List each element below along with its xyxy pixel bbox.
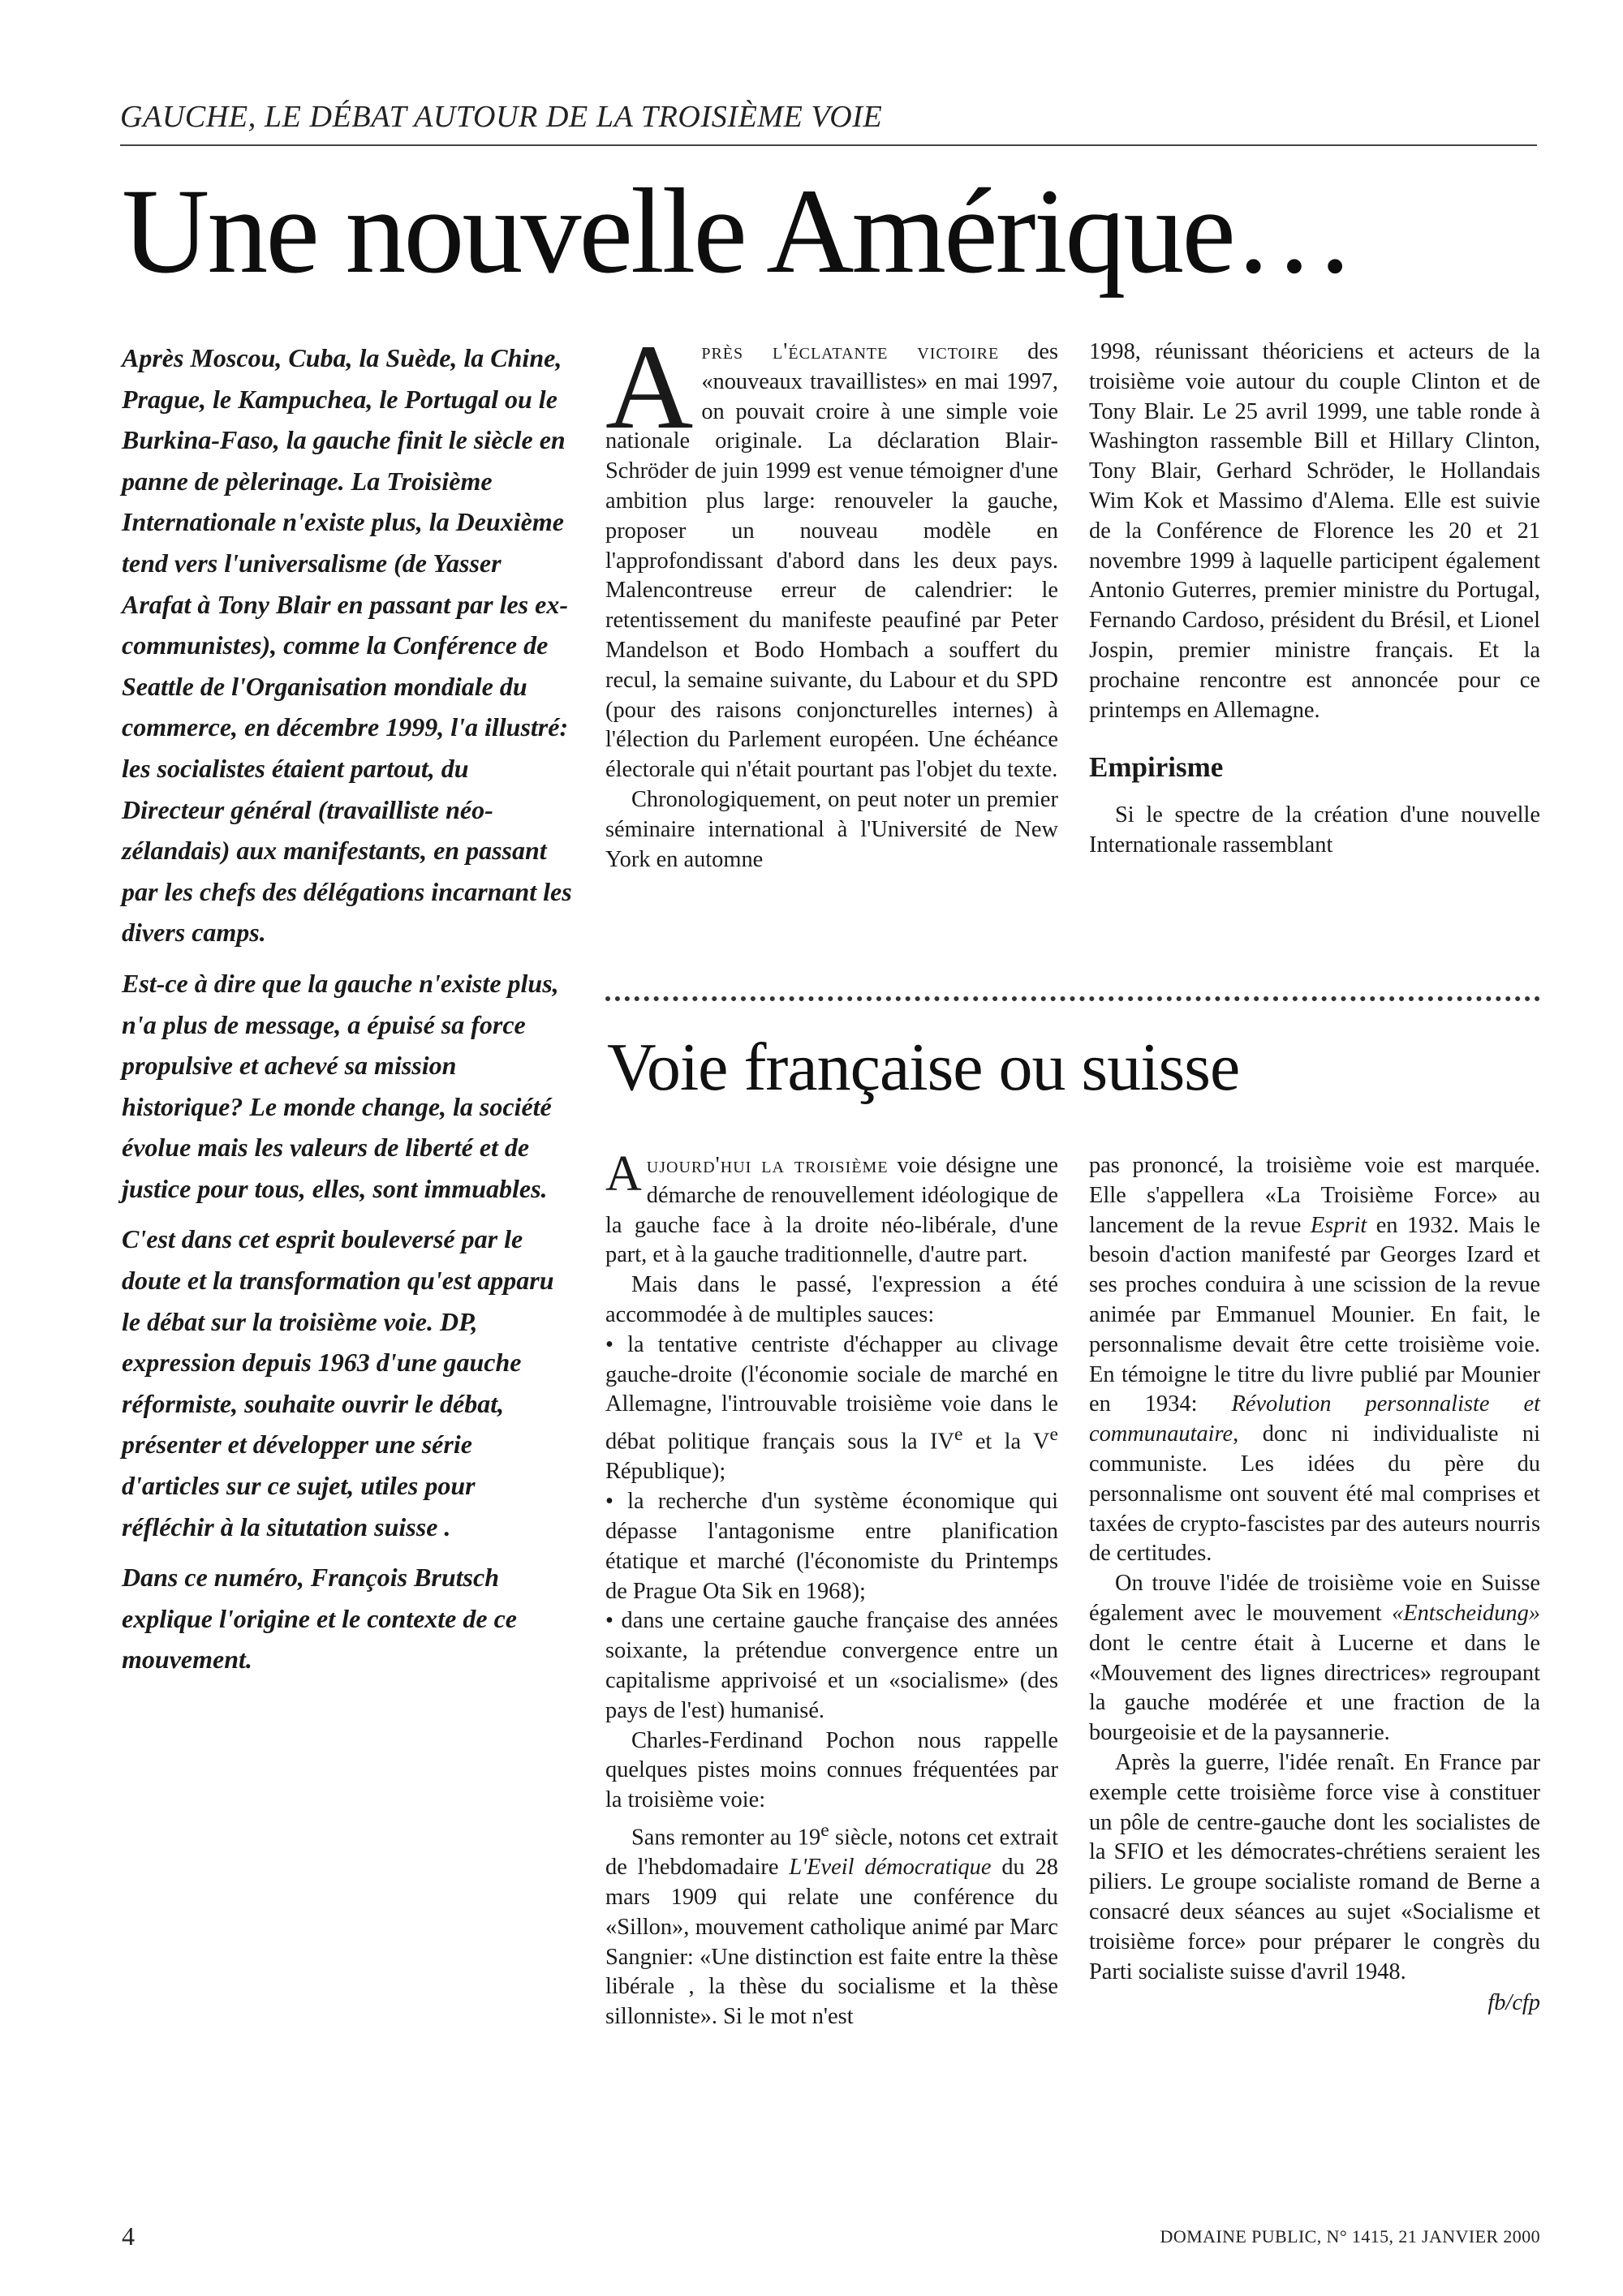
publication-title: L'Eveil démocratique bbox=[789, 1855, 992, 1881]
lead-smallcaps: ujourd'hui la troisième bbox=[646, 1153, 889, 1178]
paragraph-text: Sans remonter au 19 bbox=[631, 1825, 821, 1851]
article2-paragraph: Mais dans le passé, l'expression a été accommodée à de multiples sauces: bbox=[605, 1272, 1058, 1327]
sidebar-paragraph: Après Moscou, Cuba, la Suède, la Chine, Prague, le Kampuchea, le Portugal ou le Burkina-Faso, la gauche finit le siècle en panne de pèlerinage. La Troisième Internationale n'existe plus, la Deuxième tend vers l'universalisme (de Yasser Arafat à Tony Blair en passant par les ex-communistes), comme la Conférence de Seattle de l'Organisation mondiale du commerce, en décembre 1999, l'a illustré: les socialistes étaient partout, du Directeur général (travailliste néo-zélandais) aux manifestants, en passant par les chefs des délégations incarnant les divers camps. bbox=[122, 343, 572, 948]
article1-column-2 bbox=[1089, 338, 1540, 861]
article2-paragraph bbox=[605, 1816, 1058, 2032]
kicker-rule bbox=[120, 144, 1537, 146]
bullet-item: • dans une certaine gauche française des années soixante, la prétendue convergence entre un capitalisme apprivoisé et un «socialisme» (des pays de l'est) humanisé. bbox=[605, 1608, 1058, 1723]
bullet-text: République); bbox=[605, 1459, 726, 1485]
superscript: e bbox=[954, 1424, 963, 1446]
book-title: Révolution personnaliste et communautaire bbox=[1089, 1391, 1540, 1447]
bullet-item: • la recherche d'un système économique qui dépasse l'antagonisme entre planification étatique et marché (l'économiste du Printemps de Prague Ota Sik en 1968); bbox=[605, 1489, 1058, 1604]
sidebar-paragraph: Dans ce numéro, François Brutsch explique l'origine et le contexte de ce mouvement. bbox=[122, 1563, 517, 1675]
publication-footer: DOMAINE PUBLIC, N° 1415, 21 JANVIER 2000 bbox=[1160, 2226, 1540, 2247]
section-kicker: GAUCHE, LE DÉBAT AUTOUR DE LA TROISIÈME VOIE bbox=[120, 100, 883, 134]
lead-smallcaps: près l'éclatante victoire bbox=[701, 339, 1000, 364]
article2-paragraph: Après la guerre, l'idée renaît. En France par exemple cette troisième force vise à constituer un pôle de centre-gauche dont les socialistes de la SFIO et les démocrates-chrétiens seraient les piliers. Le groupe socialiste romand de Berne a consacré deux séances au sujet «Socialisme et troisième force» pour préparer le congrès du Parti socialiste suisse d'avril 1948. bbox=[1089, 1749, 1540, 1984]
article2-column-2 bbox=[1089, 1151, 1540, 2019]
secondary-headline: Voie française ou suisse bbox=[607, 1030, 1240, 1105]
sidebar-paragraph: Est-ce à dire que la gauche n'existe plus, n'a plus de message, a épuisé sa force propulsive et achevé sa mission historique? Le monde change, la société évolue mais les valeurs de liberté et de justice pour tous, elles, sont immuables. bbox=[122, 968, 559, 1203]
article1-paragraph bbox=[605, 320, 1058, 785]
bullet-item bbox=[605, 1331, 1058, 1487]
main-headline: Une nouvelle Amérique… bbox=[122, 164, 1353, 299]
article1-paragraph: Chronologiquement, on peut noter un premier séminaire international à l'Université de New York en automne bbox=[605, 786, 1058, 872]
drop-cap: A bbox=[605, 1146, 642, 1202]
bullet-text: et la V bbox=[962, 1429, 1050, 1455]
paragraph-text: voie désigne une démarche de renouvellement idéologique de la gauche face à la droite néo-libérale, d'une part, et à la gauche traditionnelle, d'autre part. bbox=[605, 1153, 1059, 1268]
paragraph-text: en 1932. Mais le besoin d'action manifesté par Georges Izard et ses proches conduira à une scission de la revue animée par Emmanuel Mounier. En fait, le personnalisme devait être cette troisième voie. En témoigne le titre du livre publié par Mounier en 1934: bbox=[1089, 1212, 1540, 1417]
paragraph-text: siècle, notons cet extrait de l'hebdomadaire bbox=[605, 1825, 1058, 1881]
paragraph-text: des «nouveaux travaillistes» en mai 1997, on pouvait croire à une simple voie nationale originale. La déclaration Blair-Schröder de juin 1999 est venue témoigner d'une ambition plus large: renouveler la gauche, proposer un nouveau modèle en l'approfondissant d'abord dans les deux pays. Malencontreuse erreur de calendrier: le retentissement du manifeste peaufiné par Peter Mandelson et Bodo Hombach a souffert du recul, la semaine suivante, du Labour et du SPD (pour des raisons conjoncturelles internes) à l'élection du Parlement européen. Une échéance électorale qui n'était pourtant pas l'objet du texte. bbox=[605, 339, 1058, 783]
article1-column-1 bbox=[605, 320, 1058, 875]
paragraph-text: dont le centre était à Lucerne et dans le «Mouvement des lignes directrices» regroupant la gauche modérée et une fraction de la bourgeoisie et de la paysannerie. bbox=[1089, 1630, 1540, 1746]
article2-paragraph bbox=[1089, 1569, 1540, 1748]
page-number: 4 bbox=[122, 2221, 135, 2251]
intro-sidebar bbox=[122, 338, 573, 1690]
article1-paragraph: 1998, réunissant théoriciens et acteurs de la troisième voie autour du couple Clinton et de Tony Blair. Le 25 avril 1999, une table ronde à Washington rassemble Bill et Hillary Clinton, Tony Blair, Gerhard Schröder, le Hollandais Wim Kok et Massimo d'Alema. Elle est suivie de la Conférence de Florence les 20 et 21 novembre 1999 à laquelle participent également Antonio Guterres, premier ministre du Portugal, Fernando Cardoso, président du Brésil, et Lionel Jospin, premier ministre français. Et la prochaine rencontre est annoncée pour ce printemps en Allemagne. bbox=[1089, 339, 1540, 723]
sidebar-paragraph: C'est dans cet esprit bouleversé par le doute et la transformation qu'est apparu le débat sur la troisième voie. DP, expression depuis 1963 d'une gauche réformiste, souhaite ouvrir le débat, présenter et développer une série d'articles sur ce sujet, utiles pour réfléchir à la situtation suisse . bbox=[122, 1224, 554, 1541]
article2-paragraph: Charles-Ferdinand Pochon nous rappelle quelques pistes moins connues fréquentées par la troisième voie: bbox=[605, 1727, 1058, 1813]
paragraph-text: pas prononcé, la troisième voie est marquée. Elle s'appellera «La Troisième Force» au lancement de la revue bbox=[1089, 1153, 1540, 1238]
paragraph-text: On trouve l'idée de troisième voie en Suisse également avec le mouvement bbox=[1089, 1571, 1540, 1626]
drop-cap: A bbox=[605, 320, 694, 454]
article2-paragraph bbox=[1089, 1151, 1540, 1569]
superscript: e bbox=[1049, 1424, 1058, 1446]
author-credit: fb/cfp bbox=[1487, 1990, 1540, 2016]
subheading: Empirisme bbox=[1089, 751, 1224, 784]
article2-column-1 bbox=[605, 1146, 1059, 2032]
bullet-text: • la tentative centriste d'échapper au clivage gauche-droite (l'économie sociale de marché en Allemagne, l'introuvable troisième voie dans le débat politique français sous la IV bbox=[605, 1331, 1058, 1455]
movement-name: «Entscheidung» bbox=[1392, 1600, 1540, 1626]
paragraph-text: , donc ni individualiste ni communiste. Les idées du père du personnalisme ont souvent été mal comprises et taxées de crypto-fascistes par des auteurs nourris de certitudes. bbox=[1089, 1421, 1540, 1567]
superscript: e bbox=[820, 1820, 829, 1841]
section-divider bbox=[605, 996, 1540, 1001]
article2-paragraph bbox=[605, 1146, 1059, 1271]
paragraph-text: du 28 mars 1909 qui relate une conférence du «Sillon», mouvement catholique animé par Marc Sangnier: «Une distinction est faite entre la thèse libérale , la thèse du socialisme et la thèse sillonniste». Si le mot n'est bbox=[605, 1855, 1058, 2030]
article1-paragraph: Si le spectre de la création d'une nouvelle Internationale rassemblant bbox=[1089, 802, 1540, 858]
publication-title: Esprit bbox=[1310, 1212, 1367, 1238]
